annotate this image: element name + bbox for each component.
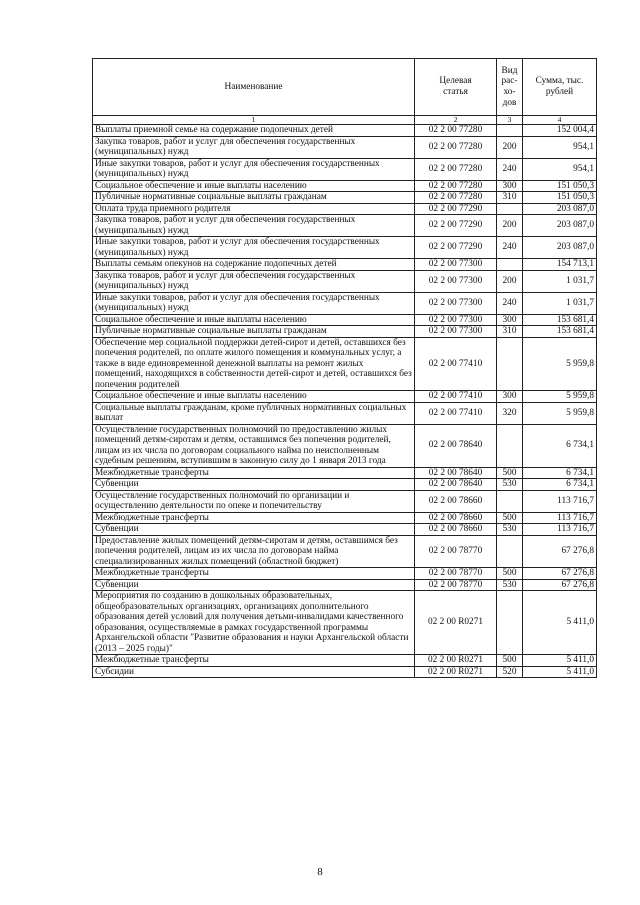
row-name: Социальное обеспечение и иные выплаты населению — [93, 314, 415, 326]
table-row — [93, 579, 597, 591]
row-sum: 67 276,8 — [523, 568, 597, 580]
row-sum: 5 411,0 — [523, 591, 597, 655]
table-row — [93, 424, 597, 467]
column-number: 3 — [497, 116, 523, 125]
column-number: 4 — [523, 116, 597, 125]
row-expense-type: 200 — [497, 136, 523, 158]
row-expense-type: 310 — [497, 326, 523, 338]
table-row — [93, 391, 597, 403]
row-sum: 153 681,4 — [523, 314, 597, 326]
table-row — [93, 568, 597, 580]
row-sum: 6 734,1 — [523, 467, 597, 479]
table-row — [93, 535, 597, 568]
table-row — [93, 158, 597, 180]
row-name: Иные закупки товаров, работ и услуг для обеспечения государственных (муниципальных) нужд — [93, 237, 415, 259]
row-expense-type: 530 — [497, 579, 523, 591]
column-number: 2 — [415, 116, 497, 125]
row-name: Обеспечение мер социальной поддержки детей-сирот и детей, оставшихся без попечения родителей, по оплате жилого помещения и коммунальных услуг, а также в виде единовременной денежной выплаты на ремонт жилых помещений, находящихся в собственности детей-сирот и детей, оставшихся без попечения родителей — [93, 337, 415, 391]
row-sum: 5 411,0 — [523, 655, 597, 667]
table-row — [93, 237, 597, 259]
row-name: Мероприятия по созданию в дошкольных образовательных, общеобразовательных организациях, организациях дополнительного образования детей условий для получения детьми-инвалидами качественного образования, осуществляемые в рамках государственной программы Архангельской области "Развитие образования и науки Архангельской области (2013 – 2025 годы)" — [93, 591, 415, 655]
row-code: 02 2 00 77290 — [415, 215, 497, 237]
row-code: 02 2 00 77410 — [415, 391, 497, 403]
row-sum: 1 031,7 — [523, 270, 597, 292]
row-sum: 203 087,0 — [523, 203, 597, 215]
row-expense-type — [497, 535, 523, 568]
row-name: Субвенции — [93, 579, 415, 591]
row-name: Межбюджетные трансферты — [93, 467, 415, 479]
table-row — [93, 259, 597, 271]
row-expense-type: 500 — [497, 467, 523, 479]
row-code: 02 2 00 R0271 — [415, 655, 497, 667]
row-name: Осуществление государственных полномочий по организации и осуществлению деятельности по опеке и попечительству — [93, 490, 415, 512]
row-sum: 5 411,0 — [523, 666, 597, 678]
header-code: Целевая статья — [415, 59, 497, 116]
row-sum: 113 716,7 — [523, 524, 597, 536]
row-sum: 67 276,8 — [523, 579, 597, 591]
row-code: 02 2 00 77280 — [415, 192, 497, 204]
row-name: Публичные нормативные социальные выплаты гражданам — [93, 326, 415, 338]
row-code: 02 2 00 77280 — [415, 125, 497, 137]
row-expense-type: 200 — [497, 215, 523, 237]
table-row — [93, 203, 597, 215]
row-name: Иные закупки товаров, работ и услуг для обеспечения государственных (муниципальных) нужд — [93, 292, 415, 314]
row-code: 02 2 00 R0271 — [415, 666, 497, 678]
row-expense-type: 320 — [497, 402, 523, 424]
table-row — [93, 192, 597, 204]
table-row — [93, 215, 597, 237]
row-code: 02 2 00 78640 — [415, 424, 497, 467]
row-code: 02 2 00 77410 — [415, 402, 497, 424]
row-name: Социальное обеспечение и иные выплаты населению — [93, 180, 415, 192]
row-name: Предоставление жилых помещений детям-сиротам и детям, оставшимся без попечения родителей, лицам из их числа по договорам найма специализированных жилых помещений (областной бюджет) — [93, 535, 415, 568]
row-expense-type: 240 — [497, 292, 523, 314]
row-expense-type — [497, 337, 523, 391]
row-expense-type — [497, 490, 523, 512]
row-sum: 152 004,4 — [523, 125, 597, 137]
row-name: Субвенции — [93, 524, 415, 536]
row-sum: 203 087,0 — [523, 215, 597, 237]
row-expense-type: 500 — [497, 512, 523, 524]
row-name: Выплаты приемной семье на содержание подопечных детей — [93, 125, 415, 137]
row-name: Субсидии — [93, 666, 415, 678]
page-number: 8 — [317, 866, 323, 878]
row-expense-type: 300 — [497, 180, 523, 192]
row-expense-type: 240 — [497, 158, 523, 180]
row-name: Межбюджетные трансферты — [93, 568, 415, 580]
row-name: Закупка товаров, работ и услуг для обеспечения государственных (муниципальных) нужд — [93, 270, 415, 292]
table-row — [93, 591, 597, 655]
row-sum: 151 050,3 — [523, 180, 597, 192]
row-sum: 67 276,8 — [523, 535, 597, 568]
row-sum: 154 713,1 — [523, 259, 597, 271]
row-sum: 153 681,4 — [523, 326, 597, 338]
header-vr: Вид рас- хо- дов — [497, 59, 523, 116]
row-sum: 954,1 — [523, 136, 597, 158]
row-name: Социальное обеспечение и иные выплаты населению — [93, 391, 415, 403]
table-row — [93, 326, 597, 338]
row-code: 02 2 00 78770 — [415, 535, 497, 568]
column-numbers-row — [93, 116, 597, 125]
row-sum: 203 087,0 — [523, 237, 597, 259]
table-body — [93, 125, 597, 678]
row-code: 02 2 00 77300 — [415, 259, 497, 271]
row-sum: 113 716,7 — [523, 512, 597, 524]
column-number: 1 — [93, 116, 415, 125]
header-row — [93, 59, 597, 116]
table-row — [93, 270, 597, 292]
table-row — [93, 180, 597, 192]
row-expense-type — [497, 203, 523, 215]
row-code: 02 2 00 78660 — [415, 512, 497, 524]
row-code: 02 2 00 77410 — [415, 337, 497, 391]
table-row — [93, 666, 597, 678]
row-code: 02 2 00 77280 — [415, 158, 497, 180]
row-code: 02 2 00 78640 — [415, 479, 497, 491]
row-code: 02 2 00 77280 — [415, 136, 497, 158]
row-name: Социальные выплаты гражданам, кроме публичных нормативных социальных выплат — [93, 402, 415, 424]
row-code: 02 2 00 77280 — [415, 180, 497, 192]
row-code: 02 2 00 R0271 — [415, 591, 497, 655]
row-code: 02 2 00 77290 — [415, 203, 497, 215]
row-name: Межбюджетные трансферты — [93, 655, 415, 667]
row-code: 02 2 00 77300 — [415, 270, 497, 292]
row-name: Субвенции — [93, 479, 415, 491]
row-code: 02 2 00 78660 — [415, 524, 497, 536]
row-name: Выплаты семьям опекунов на содержание подопечных детей — [93, 259, 415, 271]
row-expense-type: 500 — [497, 655, 523, 667]
row-expense-type — [497, 591, 523, 655]
row-name: Межбюджетные трансферты — [93, 512, 415, 524]
row-sum: 5 959,8 — [523, 391, 597, 403]
table-row — [93, 524, 597, 536]
row-sum: 113 716,7 — [523, 490, 597, 512]
row-code: 02 2 00 77300 — [415, 292, 497, 314]
row-sum: 151 050,3 — [523, 192, 597, 204]
row-sum: 6 734,1 — [523, 479, 597, 491]
row-code: 02 2 00 77300 — [415, 314, 497, 326]
row-name: Закупка товаров, работ и услуг для обеспечения государственных (муниципальных) нужд — [93, 136, 415, 158]
row-expense-type: 530 — [497, 524, 523, 536]
row-expense-type: 520 — [497, 666, 523, 678]
row-expense-type: 530 — [497, 479, 523, 491]
row-expense-type — [497, 424, 523, 467]
row-name: Осуществление государственных полномочий по предоставлению жилых помещений детям-сиротам и детям, оставшимся без попечения родителей, лицам из их числа по договорам социального найма по неисполненным судебным решениям, вступившим в законную силу до 1 января 2013 года — [93, 424, 415, 467]
row-code: 02 2 00 77300 — [415, 326, 497, 338]
row-expense-type — [497, 259, 523, 271]
table-row — [93, 655, 597, 667]
row-name: Публичные нормативные социальные выплаты гражданам — [93, 192, 415, 204]
row-sum: 5 959,8 — [523, 337, 597, 391]
table-row — [93, 314, 597, 326]
table-row — [93, 490, 597, 512]
row-code: 02 2 00 78640 — [415, 467, 497, 479]
row-sum: 954,1 — [523, 158, 597, 180]
row-name: Оплата труда приемного родителя — [93, 203, 415, 215]
table-row — [93, 467, 597, 479]
row-code: 02 2 00 78660 — [415, 490, 497, 512]
table-row — [93, 479, 597, 491]
row-expense-type: 310 — [497, 192, 523, 204]
row-code: 02 2 00 78770 — [415, 579, 497, 591]
row-expense-type: 200 — [497, 270, 523, 292]
row-code: 02 2 00 77290 — [415, 237, 497, 259]
table-row — [93, 292, 597, 314]
row-name: Закупка товаров, работ и услуг для обеспечения государственных (муниципальных) нужд — [93, 215, 415, 237]
row-sum: 1 031,7 — [523, 292, 597, 314]
table-row — [93, 136, 597, 158]
table-row — [93, 125, 597, 137]
row-expense-type: 300 — [497, 391, 523, 403]
row-sum: 6 734,1 — [523, 424, 597, 467]
row-name: Иные закупки товаров, работ и услуг для обеспечения государственных (муниципальных) нужд — [93, 158, 415, 180]
header-name: Наименование — [93, 59, 415, 116]
row-expense-type: 500 — [497, 568, 523, 580]
header-sum: Сумма, тыс. рублей — [523, 59, 597, 116]
table-row — [93, 402, 597, 424]
row-expense-type: 300 — [497, 314, 523, 326]
budget-table — [92, 58, 597, 678]
row-sum: 5 959,8 — [523, 402, 597, 424]
table-row — [93, 512, 597, 524]
row-expense-type: 240 — [497, 237, 523, 259]
row-expense-type — [497, 125, 523, 137]
table-row — [93, 337, 597, 391]
row-code: 02 2 00 78770 — [415, 568, 497, 580]
